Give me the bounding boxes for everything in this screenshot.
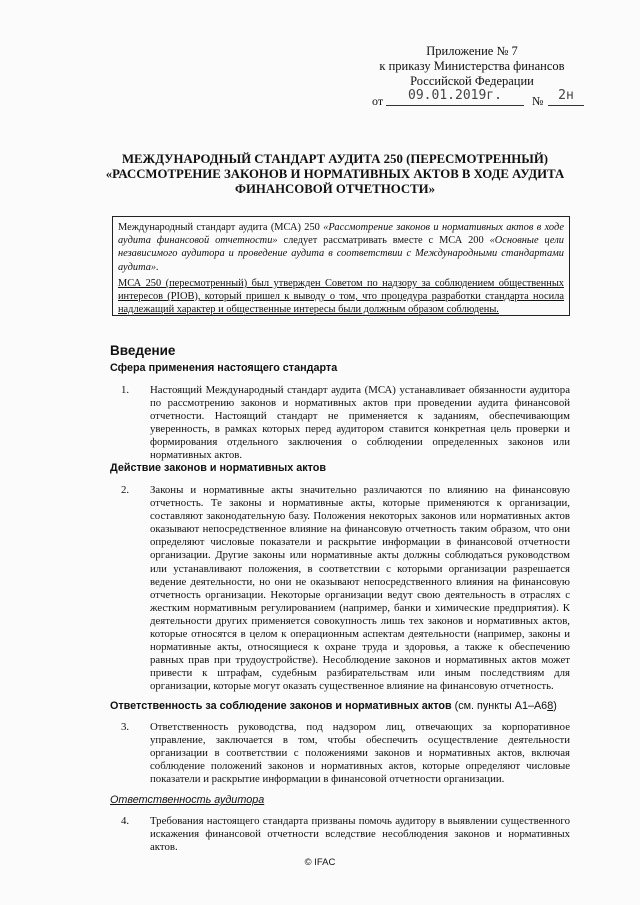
section-effect: Действие законов и нормативных актов [110,462,327,474]
number-value: 2н [548,88,584,106]
preface-text-b: «Рассмотрение законов и нормативных актов в ходе аудита финансовой отчетности» [118,222,564,247]
paragraph-number-3: 3. [121,721,130,733]
section-auditor: Ответственность аудитора [110,794,265,806]
date-value: 09.01.2019г. [386,88,524,106]
paragraph-1: Настоящий Международный стандарт аудита (МСА) устанавливает обязанности аудитора по рассмотрению законов и нормативных актов при проведении аудита финансовой отчетности. Настоящий стандарт не применяется к заданиям, обеспечивающим уверенность, в рамках которых перед аудитором ставится конкретная цель проверки и формирования отдельного заключения о соблюдении определенных законов или нормативных актов. [150,384,570,462]
date-prefix: от [372,94,384,108]
paragraph-2: Законы и нормативные акты значительно различаются по влиянию на финансовую отчетность. Те законы и нормативные акты, которые применяются к организации, составляют законодательную базу. Положения некоторых законов или нормативных актов оказывают непосредственное влияние на финансовую отчетность таким образом, что они определяют числовые показатели и раскрытие информации в финансовой отчетности организации. Другие законы или нормативные акты должны соблюдаться руководством или устанавливают положения, в соответствии с которыми организации разрешается ведение деятельности, но они не оказывают непосредственного влияния на финансовую отчетность организации. Некоторые организации ведут свою деятельность в отраслях с жестким нормативным регулированием (например, банки и химические предприятия). К деятельности других применяется совокупность лишь тех законов и нормативных актов, которые относятся в целом к операционным аспектам деятельности (например, законы и нормативные акты, относящиеся к охране труда и здоровья, а также к обеспечению равных прав при трудоустройстве). Несоблюдение законов и нормативных актов может привести к штрафам, судебным разбирательствам или иным последствиям для организации, которые могут оказать существенное влияние на финансовую отчетность. [150,484,570,693]
appendix-block [352,44,592,89]
preface-paragraph-1 [118,221,564,274]
paragraph-number-4: 4. [121,815,130,827]
preface-text-a: Международный стандарт аудита (МСА) 250 [118,222,324,233]
section-responsibility-ref-underlined: 8 [547,700,554,712]
title-line-1: МЕЖДУНАРОДНЫЙ СТАНДАРТ АУДИТА 250 (ПЕРЕСМОТРЕННЫЙ) [121,152,549,166]
title-line-3: ФИНАНСОВОЙ ОТЧЕТНОСТИ» [234,182,436,196]
preface-text-d: «Основные цели независимого аудитора и проведение аудита в соответствии с Международными стандартами аудита». [118,235,564,273]
appendix-order-line: к приказу Министерства финансов [379,59,565,73]
paragraph-number-2: 2. [121,484,130,496]
paragraph-4: Требования настоящего стандарта призваны помочь аудитору в выявлении существенного искажения финансовой отчетности вследствие несоблюдения законов и нормативных актов. [150,815,570,854]
paragraph-number-1: 1. [121,384,130,396]
preface-text-c: следует рассматривать вместе с МСА 200 [277,235,490,247]
page-footer: © IFAC [304,857,336,868]
section-responsibility-label: Ответственность за соблюдение законов и нормативных актов [110,700,452,712]
number-prefix: № [532,94,544,108]
preface-box [112,216,570,316]
section-responsibility [110,700,557,712]
document-title [100,152,570,197]
section-responsibility-ref: (см. пункты A1–A6 [451,700,548,712]
appendix-title: Приложение № 7 [426,44,518,58]
intro-heading: Введение [110,343,176,358]
section-responsibility-ref-end: ) [553,700,557,712]
section-scope: Сфера применения настоящего стандарта [110,362,338,374]
title-line-2: «РАССМОТРЕНИЕ ЗАКОНОВ И НОРМАТИВНЫХ АКТОВ В ХОДЕ АУДИТА [105,167,565,181]
date-number-line [372,88,592,106]
preface-paragraph-2: МСА 250 (пересмотренный) был утвержден Советом по надзору за соблюдением общественных интересов (PIOB), который пришел к выводу о том, что процедура разработки стандарта носила надлежащий характер и общественные интересы были должным образом соблюдены. [118,277,564,316]
appendix-country-line: Российской Федерации [410,74,534,88]
paragraph-3: Ответственность руководства, под надзором лиц, отвечающих за корпоративное управление, заключается в том, чтобы обеспечить осуществление деятельности организации в соответствии с положениями законов и нормативных актов, включая соблюдение положений законов и нормативных актов, которые определяют числовые показатели и раскрытие информации в финансовой отчетности организации. [150,721,570,786]
